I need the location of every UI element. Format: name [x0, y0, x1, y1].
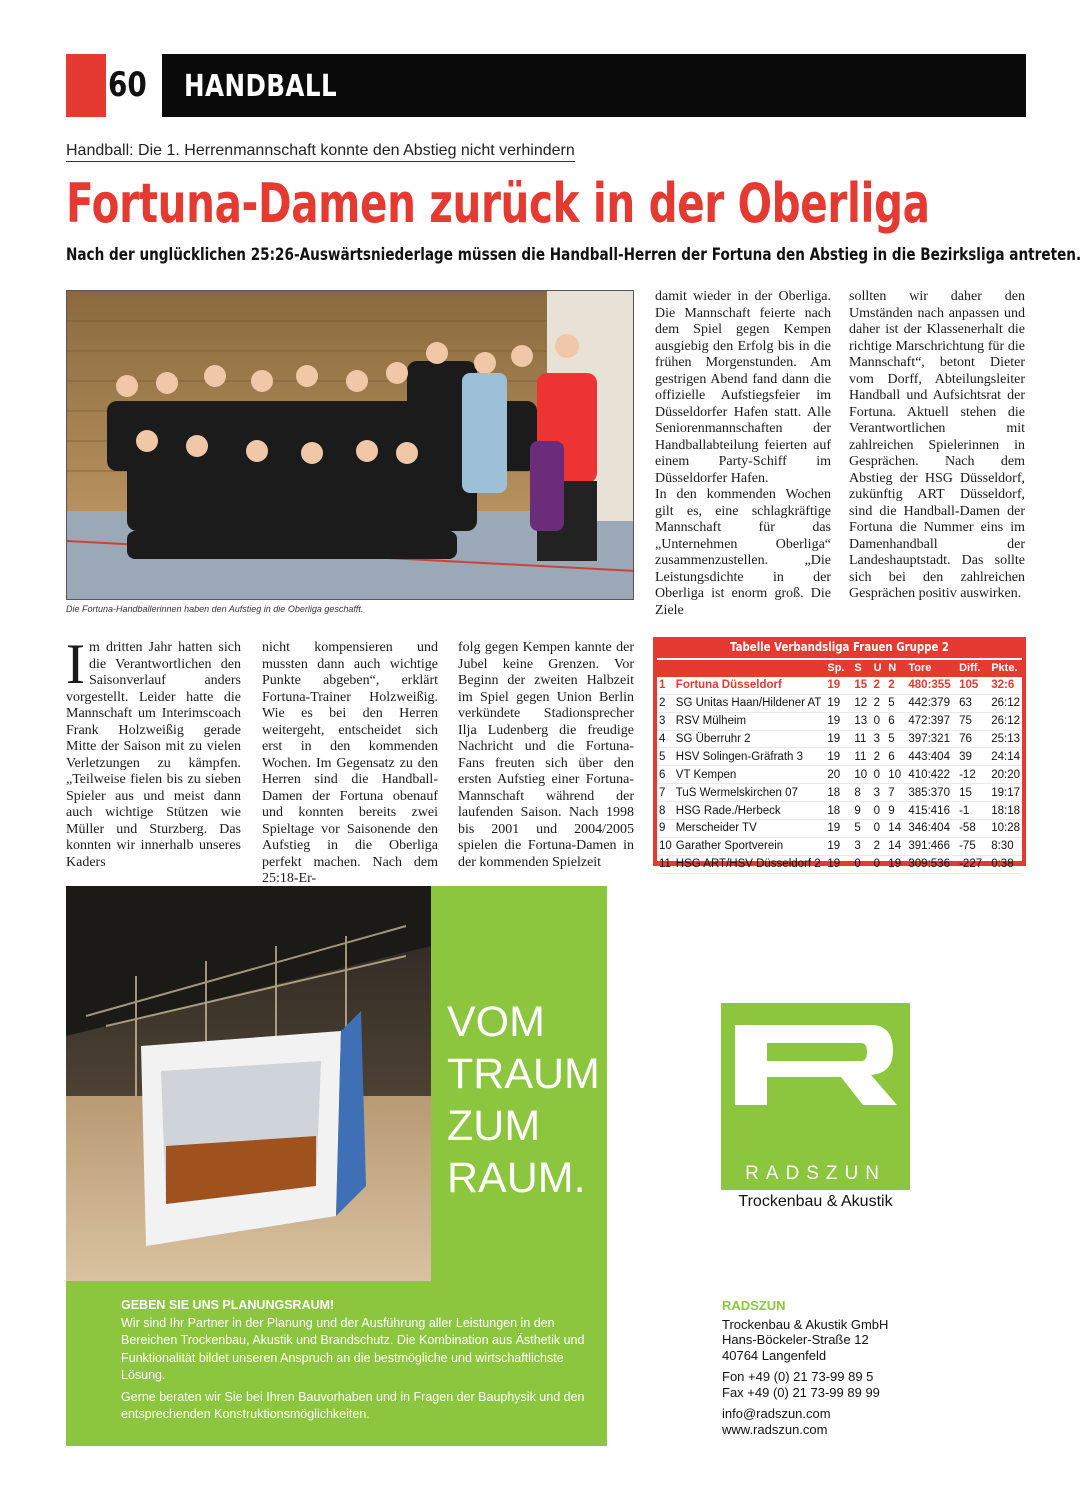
table-cell-nn: 19 — [886, 855, 906, 873]
table-cell-sp: Sp. — [825, 660, 852, 677]
ad-contact — [722, 1298, 888, 1437]
table-cell-sp: 18 — [825, 802, 852, 820]
table-row — [657, 766, 1022, 784]
table-cell-n: 8 — [657, 802, 674, 820]
r-logo-icon — [721, 1003, 910, 1163]
table-cell-df: -12 — [957, 766, 989, 784]
table-cell-df: 105 — [957, 677, 989, 694]
table-row — [657, 855, 1022, 873]
table-cell-u: 3 — [872, 730, 887, 748]
table-cell-to: 480:355 — [906, 677, 957, 694]
table-cell-nn: 5 — [886, 694, 906, 712]
contact-fax: Fax +49 (0) 21 73-99 89 99 — [722, 1384, 880, 1400]
table-cell-u: 2 — [872, 677, 887, 694]
contact-brand: RADSZUN — [722, 1298, 786, 1313]
table-cell-pk: 18:18 — [989, 802, 1022, 820]
ad-body — [121, 1297, 589, 1428]
table-cell-to: Tore — [906, 660, 957, 677]
table-cell-u: 2 — [872, 694, 887, 712]
table-cell-s: 15 — [852, 677, 871, 694]
table-cell-sp: 19 — [825, 748, 852, 766]
table-cell-pk: 20:20 — [989, 766, 1022, 784]
table-cell-team: SG Unitas Haan/Hildener AT — [674, 694, 826, 712]
league-table-title: Tabelle Verbandsliga Frauen Gruppe 2 — [729, 640, 950, 654]
logo-tagline: Trockenbau & Akustik — [738, 1193, 893, 1210]
table-cell-pk: 25:13 — [989, 730, 1022, 748]
paragraph: damit wieder in der Oberliga. Die Mannschaft feierte nach dem Spiel gegen Kempen ausgiebig den Erfolg bis in die frühen Morgenstunden. Am gestrigen Abend fand dann die offizielle Aufstiegsfeier im Düsseldorfer Hafen statt. Alle Seniorenmannschaften der Handballabteilung feierten auf einem Party-Schiff im Düsseldorfer Hafen. — [655, 289, 831, 486]
table-cell-df: -58 — [957, 820, 989, 838]
table-cell-pk: 32:6 — [989, 677, 1022, 694]
table-cell-pk: 24:14 — [989, 748, 1022, 766]
article-headline: Fortuna-Damen zurück in der Oberliga — [66, 172, 930, 235]
table-cell-df: 63 — [957, 694, 989, 712]
table-cell-nn: N — [886, 660, 906, 677]
table-row — [657, 748, 1022, 766]
paragraph: m dritten Jahr hatten sich die Verantwortlichen den Saisonverlauf anders vorgestellt. Leider hatte die Mannschaft um Interimscoach Frank Holzweißig gerade Mitte der Saison mit zu vielen Verletzungen zu kämpfen. „Teilweise fielen bis zu sieben Spieler aus und meist dann auch wichtige Stützen wie Müller und Sturzberg. Das konnten wir innerhalb unseres Kaders — [66, 640, 241, 870]
table-cell-team: RSV Mülheim — [674, 712, 826, 730]
table-cell-to: 443:404 — [906, 748, 957, 766]
table-cell-n — [657, 660, 674, 677]
table-cell-team: HSG ART/HSV Düsseldorf 2 — [674, 855, 826, 873]
drop-cap: I — [66, 633, 85, 696]
table-cell-s: 12 — [852, 694, 871, 712]
page-number: 60 — [108, 65, 147, 105]
ad-slogan — [447, 996, 600, 1204]
table-cell-s: 10 — [852, 766, 871, 784]
table-row — [657, 730, 1022, 748]
ad-paragraph: Wir sind Ihr Partner in der Planung und der Ausführung aller Leistungen in den Bereichen Trockenbau, Akustik und Brandschutz. Die Kombination aus Ästhetik und Funktionalität bildet unseren Anspruch an die bestmögliche und wirtschaftlichste Lösung. — [121, 1315, 585, 1382]
table-cell-df: 75 — [957, 712, 989, 730]
logo-name: RADSZUN — [745, 1163, 886, 1184]
table-cell-n: 9 — [657, 820, 674, 838]
table-cell-sp: 19 — [825, 730, 852, 748]
ad-headline: GEBEN SIE UNS PLANUNGSRAUM! — [121, 1298, 335, 1312]
table-cell-s: 3 — [852, 837, 871, 855]
table-cell-u: 2 — [872, 748, 887, 766]
table-cell-to: 346:404 — [906, 820, 957, 838]
table-cell-pk: 26:12 — [989, 694, 1022, 712]
table-row — [657, 820, 1022, 838]
table-cell-to: 472:397 — [906, 712, 957, 730]
table-cell-to: 442:379 — [906, 694, 957, 712]
table-cell-pk: 26:12 — [989, 712, 1022, 730]
table-cell-team: HSV Solingen-Gräfrath 3 — [674, 748, 826, 766]
team-photo — [66, 290, 634, 600]
table-cell-sp: 20 — [825, 766, 852, 784]
table-cell-df: -227 — [957, 855, 989, 873]
table-cell-nn: 6 — [886, 712, 906, 730]
table-cell-pk: 0:38 — [989, 855, 1022, 873]
table-cell-u: 0 — [872, 712, 887, 730]
table-cell-s: 5 — [852, 820, 871, 838]
ad-paragraph: Gerne beraten wir Sie bei Ihren Bauvorhaben und in Fragen der Bauphysik und den entsprechenden Konstruktionsmöglichkeiten. — [121, 1389, 585, 1421]
article-column-5 — [458, 640, 634, 871]
article-column-1 — [655, 289, 831, 619]
table-cell-nn: 14 — [886, 837, 906, 855]
table-cell-to: 391:466 — [906, 837, 957, 855]
table-cell-nn: 6 — [886, 748, 906, 766]
table-cell-to: 410:422 — [906, 766, 957, 784]
table-row — [657, 784, 1022, 802]
table-cell-u: 2 — [872, 837, 887, 855]
ad-slogan-line: TRAUM — [447, 1050, 600, 1098]
section-title: HANDBALL — [184, 69, 338, 104]
table-cell-u: 0 — [872, 766, 887, 784]
paragraph: In den kommenden Wochen gilt es, eine schlagkräftige Mannschaft für das „Unternehmen Oberliga“ zusammenzustellen. „Die Leistungsdichte in der Oberliga ist enorm groß. Die Ziele — [655, 487, 831, 618]
table-cell-sp: 19 — [825, 837, 852, 855]
table-cell-nn: 10 — [886, 766, 906, 784]
table-cell-s: 11 — [852, 730, 871, 748]
table-cell-df: 15 — [957, 784, 989, 802]
table-cell-n: 3 — [657, 712, 674, 730]
table-cell-sp: 19 — [825, 694, 852, 712]
table-cell-n: 11 — [657, 855, 674, 873]
table-cell-df: -1 — [957, 802, 989, 820]
contact-city: 40764 Langenfeld — [722, 1347, 827, 1363]
table-cell-pk: 19:17 — [989, 784, 1022, 802]
table-cell-s: 11 — [852, 748, 871, 766]
table-cell-n: 6 — [657, 766, 674, 784]
table-cell-to: 309:536 — [906, 855, 957, 873]
contact-street: Hans-Böckeler-Straße 12 — [722, 1332, 869, 1347]
article-kicker: Handball: Die 1. Herrenmannschaft konnte den Abstieg nicht verhindern — [66, 142, 575, 162]
table-cell-nn: 7 — [886, 784, 906, 802]
table-cell-to: 415:416 — [906, 802, 957, 820]
contact-phone: Fon +49 (0) 21 73-99 89 5 — [722, 1369, 874, 1384]
ad-slogan-line: VOM — [447, 998, 545, 1046]
table-cell-u: U — [872, 660, 887, 677]
table-row — [657, 837, 1022, 855]
table-cell-team: Merscheider TV — [674, 820, 826, 838]
table-cell-sp: 18 — [825, 784, 852, 802]
article-teaser: Nach der unglücklichen 25:26-Auswärtsniederlage müssen die Handball-Herren der Fortuna den Abstieg in die Bezirksliga antreten. — [66, 245, 1082, 265]
league-table — [657, 660, 1022, 874]
table-cell-pk: 10:28 — [989, 820, 1022, 838]
table-cell-nn: 2 — [886, 677, 906, 694]
photo-caption: Die Fortuna-Handballerinnen haben den Aufstieg in die Oberliga geschafft. — [66, 604, 364, 614]
table-cell-sp: 19 — [825, 820, 852, 838]
table-cell-s: 9 — [852, 802, 871, 820]
paragraph: sollten wir daher den Umständen nach anpassen und daher ist der Klassenerhalt die richtige Marschrichtung für die Mannschaft“, betont Dieter vom Dorff, Abteilungsleiter Handball und Aufsichtsrat der Fortuna. Aktuell stehen die Verantwortlichen mit zahlreichen Spielerinnen in Gesprächen. Nach dem Abstieg der HSG Düsseldorf, zukünftig ART Düsseldorf, sind die Handball-Damen der Fortuna die Nummer eins im Damenhandball der Landeshauptstadt. Das sollte sich bei den zahlreichen Gesprächen positiv auswirken. — [849, 289, 1025, 601]
table-cell-team: TuS Wermelskirchen 07 — [674, 784, 826, 802]
table-row — [657, 677, 1022, 694]
table-cell-nn: 5 — [886, 730, 906, 748]
table-cell-pk: Pkte. — [989, 660, 1022, 677]
table-cell-team — [674, 660, 826, 677]
header-red-block — [66, 54, 106, 117]
ad-slogan-line: ZUM — [447, 1102, 541, 1150]
table-row — [657, 712, 1022, 730]
table-cell-s: 8 — [852, 784, 871, 802]
table-cell-n: 4 — [657, 730, 674, 748]
table-cell-df: 39 — [957, 748, 989, 766]
table-cell-n: 2 — [657, 694, 674, 712]
table-cell-team: Garather Sportverein — [674, 837, 826, 855]
table-cell-n: 1 — [657, 677, 674, 694]
contact-website[interactable]: www.radszun.com — [722, 1421, 828, 1437]
paragraph: nicht kompensieren und mussten dann auch wichtige Punkte abgeben“, erklärt Fortuna-Trainer Holzweißig. Wie es bei den Herren weitergeht, entscheidet sich erst in den kommenden Wochen. Im Gegensatz zu den Herren sind die Handball-Damen der Fortuna obenauf und konnten bereits zwei Spieltage vor Saisonende den Aufstieg in die Oberliga perfekt machen. Nach dem 25:18-Er- — [262, 640, 438, 886]
table-header-row — [657, 660, 1022, 677]
table-cell-sp: 19 — [825, 677, 852, 694]
table-cell-n: 10 — [657, 837, 674, 855]
table-cell-pk: 8:30 — [989, 837, 1022, 855]
table-cell-df: -75 — [957, 837, 989, 855]
table-cell-nn: 14 — [886, 820, 906, 838]
table-cell-s: 13 — [852, 712, 871, 730]
table-cell-to: 397:321 — [906, 730, 957, 748]
table-cell-to: 385:370 — [906, 784, 957, 802]
table-cell-s: 0 — [852, 855, 871, 873]
article-column-4 — [262, 640, 438, 888]
table-cell-u: 3 — [872, 784, 887, 802]
table-cell-u: 0 — [872, 820, 887, 838]
table-cell-n: 5 — [657, 748, 674, 766]
contact-company: Trockenbau & Akustik GmbH — [722, 1316, 889, 1332]
table-cell-sp: 19 — [825, 712, 852, 730]
table-row — [657, 694, 1022, 712]
table-cell-team: VT Kempen — [674, 766, 826, 784]
table-cell-sp: 19 — [825, 855, 852, 873]
ad-slogan-line: RAUM. — [447, 1154, 586, 1202]
article-column-3 — [66, 633, 241, 871]
contact-email[interactable]: info@radszun.com — [722, 1406, 831, 1421]
table-cell-u: 0 — [872, 855, 887, 873]
table-cell-team: HSG Rade./Herbeck — [674, 802, 826, 820]
radszun-logo — [721, 1003, 910, 1190]
table-cell-n: 7 — [657, 784, 674, 802]
table-row — [657, 802, 1022, 820]
table-cell-nn: 9 — [886, 802, 906, 820]
ad-hall-photo — [66, 886, 431, 1281]
table-cell-df: 76 — [957, 730, 989, 748]
article-column-2 — [849, 289, 1025, 603]
table-cell-s: S — [852, 660, 871, 677]
table-cell-u: 0 — [872, 802, 887, 820]
paragraph: folg gegen Kempen kannte der Jubel keine Grenzen. Vor Beginn der zweiten Halbzeit im Spiel gegen Union Berlin verkündete Stadionsprecher Ilja Ludenberg die freudige Nachricht und die Fortuna-Fans freuten sich über den ersten Aufstieg einer Fortuna-Mannschaft während der laufenden Saison. Nach 1998 bis 2001 und 2004/2005 spielen die Fortuna-Damen in der kommenden Spielzeit — [458, 640, 634, 870]
table-cell-df: Diff. — [957, 660, 989, 677]
table-cell-team: SG Überruhr 2 — [674, 730, 826, 748]
table-cell-team: Fortuna Düsseldorf — [674, 677, 826, 694]
